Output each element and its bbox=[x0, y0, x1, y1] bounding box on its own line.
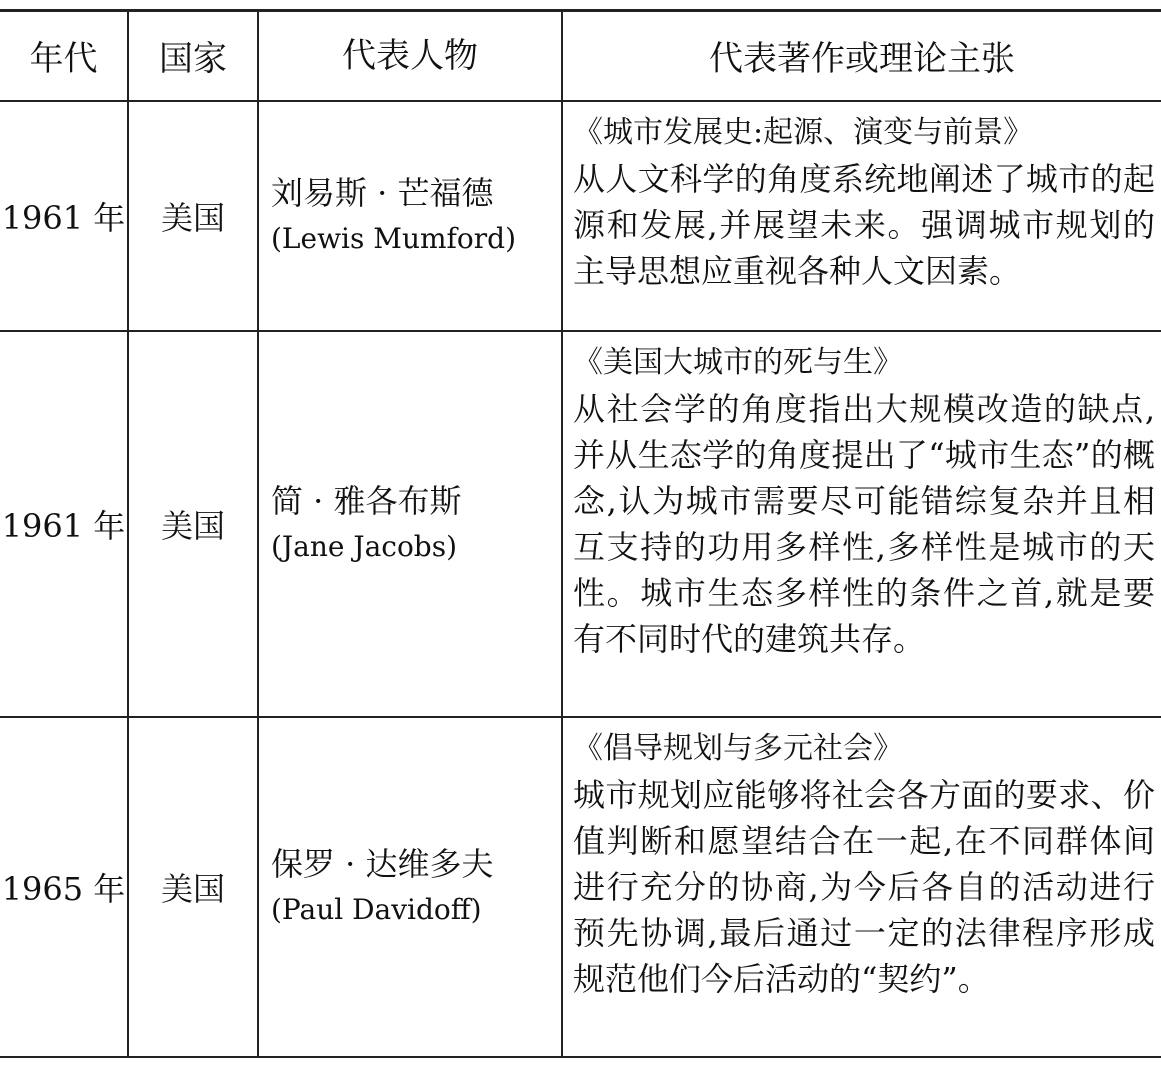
person-name-cn: 简 · 雅各布斯 bbox=[271, 481, 462, 520]
table-row bbox=[0, 717, 1161, 1057]
person-name-en: (Lewis Mumford) bbox=[271, 221, 516, 255]
work-title: 《美国大城市的死与生》 bbox=[573, 344, 903, 380]
header-year: 年代 bbox=[0, 11, 128, 101]
work-cell bbox=[562, 717, 1161, 1057]
country-cell: 美国 bbox=[128, 717, 258, 1057]
person-name-en: (Paul Davidoff) bbox=[271, 892, 482, 926]
work-title: 《城市发展史:起源、演变与前景》 bbox=[573, 114, 1034, 150]
work-cell bbox=[562, 331, 1161, 717]
work-description: 城市规划应能够将社会各方面的要求、价值判断和愿望结合在一起,在不同群体间进行充分的协商,为今后各自的活动进行预先协调,最后通过一定的法律程序形成规范他们今后活动的“契约”。 bbox=[573, 775, 1155, 998]
year-cell: 1965 年 bbox=[0, 717, 128, 1057]
header-person: 代表人物 bbox=[258, 11, 562, 101]
person-cell bbox=[258, 717, 562, 1057]
table-row bbox=[0, 331, 1161, 717]
work-description: 从人文科学的角度系统地阐述了城市的起源和发展,并展望未来。强调城市规划的主导思想应重视各种人文因素。 bbox=[573, 159, 1155, 290]
work-title: 《倡导规划与多元社会》 bbox=[573, 730, 903, 766]
header-row bbox=[0, 11, 1161, 101]
header-work: 代表著作或理论主张 bbox=[709, 39, 1015, 80]
person-cell bbox=[258, 101, 562, 331]
year-cell: 1961 年 bbox=[0, 101, 128, 331]
work-description: 从社会学的角度指出大规模改造的缺点,并从生态学的角度提出了“城市生态”的概念,认为城市需要尽可能错综复杂并且相互支持的功用多样性,多样性是城市的天性。城市生态多样性的条件之首,就是要有不同时代的建筑共存。 bbox=[573, 389, 1155, 658]
country-cell: 美国 bbox=[128, 331, 258, 717]
country-cell: 美国 bbox=[128, 101, 258, 331]
header-country: 国家 bbox=[128, 11, 258, 101]
work-cell bbox=[562, 101, 1161, 331]
person-name-cn: 保罗 · 达维多夫 bbox=[271, 844, 494, 883]
person-name-cn: 刘易斯 · 芒福德 bbox=[271, 173, 494, 212]
theory-table bbox=[0, 9, 1161, 1058]
table-row bbox=[0, 101, 1161, 331]
person-cell bbox=[258, 331, 562, 717]
person-name-en: (Jane Jacobs) bbox=[271, 529, 458, 563]
year-cell: 1961 年 bbox=[0, 331, 128, 717]
